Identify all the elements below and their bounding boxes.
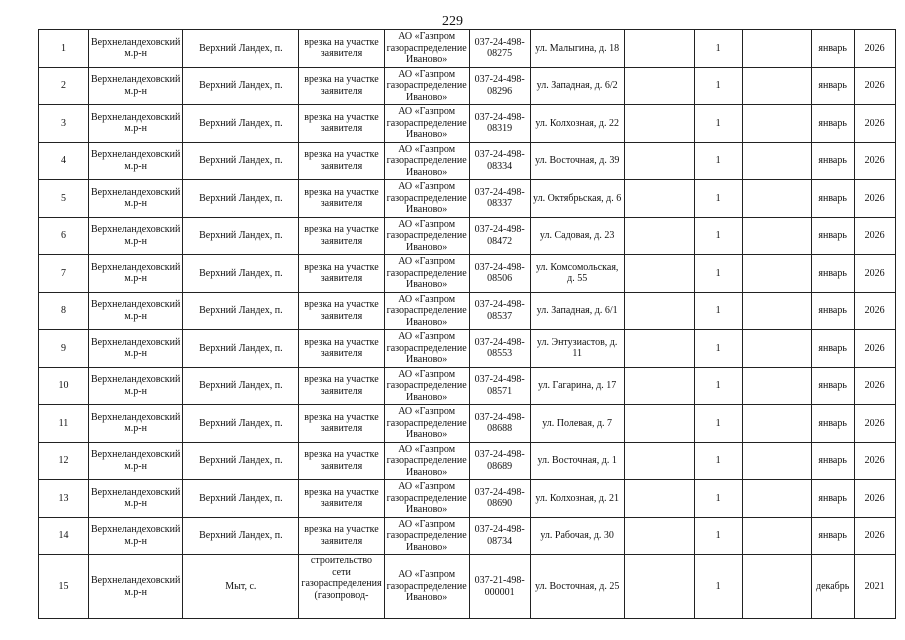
row-number-cell: 9 bbox=[39, 330, 89, 368]
work-type-cell: врезка на участке заявителя bbox=[299, 180, 384, 218]
work-type-cell: врезка на участке заявителя bbox=[299, 217, 384, 255]
row-number-cell: 3 bbox=[39, 105, 89, 143]
row-number-cell: 1 bbox=[39, 30, 89, 68]
object-code-cell: 037-24-498-08689 bbox=[469, 442, 530, 480]
district-cell: Верхнеландеховский м.р-н bbox=[89, 217, 183, 255]
object-code-cell: 037-24-498-08553 bbox=[469, 330, 530, 368]
work-type-cell: врезка на участке заявителя bbox=[299, 105, 384, 143]
address-cell: ул. Октябрьская, д. 6 bbox=[530, 180, 624, 218]
organization-cell: АО «Газпром газораспределение Иваново» bbox=[384, 442, 469, 480]
locality-cell: Верхний Ландех, п. bbox=[183, 67, 299, 105]
locality-cell: Верхний Ландех, п. bbox=[183, 517, 299, 555]
empty-cell bbox=[742, 442, 811, 480]
work-type-cell: врезка на участке заявителя bbox=[299, 405, 384, 443]
row-number-cell: 5 bbox=[39, 180, 89, 218]
empty-cell bbox=[624, 30, 694, 68]
row-number-cell: 7 bbox=[39, 255, 89, 293]
quantity-cell: 1 bbox=[694, 367, 742, 405]
month-cell: январь bbox=[811, 405, 854, 443]
empty-cell bbox=[742, 180, 811, 218]
quantity-cell: 1 bbox=[694, 442, 742, 480]
year-cell: 2026 bbox=[854, 367, 895, 405]
row-number-cell: 6 bbox=[39, 217, 89, 255]
month-cell: январь bbox=[811, 517, 854, 555]
year-cell: 2021 bbox=[854, 555, 895, 619]
empty-cell bbox=[624, 292, 694, 330]
row-number-cell: 12 bbox=[39, 442, 89, 480]
locality-cell: Верхний Ландех, п. bbox=[183, 255, 299, 293]
locality-cell: Мыт, с. bbox=[183, 555, 299, 619]
locality-cell: Верхний Ландех, п. bbox=[183, 480, 299, 518]
address-cell: ул. Колхозная, д. 21 bbox=[530, 480, 624, 518]
month-cell: январь bbox=[811, 142, 854, 180]
month-cell: январь bbox=[811, 292, 854, 330]
district-cell: Верхнеландеховский м.р-н bbox=[89, 105, 183, 143]
quantity-cell: 1 bbox=[694, 255, 742, 293]
year-cell: 2026 bbox=[854, 292, 895, 330]
empty-cell bbox=[624, 480, 694, 518]
work-type-cell: врезка на участке заявителя bbox=[299, 255, 384, 293]
row-number-cell: 2 bbox=[39, 67, 89, 105]
table-row bbox=[39, 480, 896, 518]
quantity-cell: 1 bbox=[694, 67, 742, 105]
work-type-cell: врезка на участке заявителя bbox=[299, 367, 384, 405]
empty-cell bbox=[624, 67, 694, 105]
address-cell: ул. Восточная, д. 1 bbox=[530, 442, 624, 480]
row-number-cell: 13 bbox=[39, 480, 89, 518]
year-cell: 2026 bbox=[854, 105, 895, 143]
district-cell: Верхнеландеховский м.р-н bbox=[89, 367, 183, 405]
month-cell: январь bbox=[811, 330, 854, 368]
month-cell: январь bbox=[811, 217, 854, 255]
empty-cell bbox=[742, 367, 811, 405]
empty-cell bbox=[624, 555, 694, 619]
organization-cell: АО «Газпром газораспределение Иваново» bbox=[384, 480, 469, 518]
quantity-cell: 1 bbox=[694, 480, 742, 518]
district-cell: Верхнеландеховский м.р-н bbox=[89, 67, 183, 105]
table-row bbox=[39, 180, 896, 218]
table-body bbox=[39, 30, 896, 619]
year-cell: 2026 bbox=[854, 180, 895, 218]
quantity-cell: 1 bbox=[694, 517, 742, 555]
organization-cell: АО «Газпром газораспределение Иваново» bbox=[384, 180, 469, 218]
object-code-cell: 037-24-498-08337 bbox=[469, 180, 530, 218]
empty-cell bbox=[624, 180, 694, 218]
year-cell: 2026 bbox=[854, 30, 895, 68]
year-cell: 2026 bbox=[854, 330, 895, 368]
locality-cell: Верхний Ландех, п. bbox=[183, 217, 299, 255]
table-row bbox=[39, 555, 896, 619]
work-type-cell: врезка на участке заявителя bbox=[299, 517, 384, 555]
locality-cell: Верхний Ландех, п. bbox=[183, 142, 299, 180]
object-code-cell: 037-21-498-000001 bbox=[469, 555, 530, 619]
empty-cell bbox=[624, 405, 694, 443]
address-cell: ул. Комсомольская, д. 55 bbox=[530, 255, 624, 293]
address-cell: ул. Колхозная, д. 22 bbox=[530, 105, 624, 143]
district-cell: Верхнеландеховский м.р-н bbox=[89, 180, 183, 218]
organization-cell: АО «Газпром газораспределение Иваново» bbox=[384, 142, 469, 180]
district-cell: Верхнеландеховский м.р-н bbox=[89, 330, 183, 368]
row-number-cell: 4 bbox=[39, 142, 89, 180]
organization-cell: АО «Газпром газораспределение Иваново» bbox=[384, 255, 469, 293]
row-number-cell: 8 bbox=[39, 292, 89, 330]
work-type-cell: врезка на участке заявителя bbox=[299, 292, 384, 330]
table-row bbox=[39, 367, 896, 405]
table-row bbox=[39, 67, 896, 105]
object-code-cell: 037-24-498-08688 bbox=[469, 405, 530, 443]
empty-cell bbox=[742, 105, 811, 143]
empty-cell bbox=[624, 517, 694, 555]
quantity-cell: 1 bbox=[694, 405, 742, 443]
month-cell: январь bbox=[811, 67, 854, 105]
district-cell: Верхнеландеховский м.р-н bbox=[89, 405, 183, 443]
empty-cell bbox=[742, 292, 811, 330]
organization-cell: АО «Газпром газораспределение Иваново» bbox=[384, 555, 469, 619]
year-cell: 2026 bbox=[854, 255, 895, 293]
locality-cell: Верхний Ландех, п. bbox=[183, 405, 299, 443]
object-code-cell: 037-24-498-08334 bbox=[469, 142, 530, 180]
month-cell: январь bbox=[811, 480, 854, 518]
locality-cell: Верхний Ландех, п. bbox=[183, 105, 299, 143]
quantity-cell: 1 bbox=[694, 180, 742, 218]
quantity-cell: 1 bbox=[694, 330, 742, 368]
quantity-cell: 1 bbox=[694, 30, 742, 68]
district-cell: Верхнеландеховский м.р-н bbox=[89, 517, 183, 555]
empty-cell bbox=[742, 67, 811, 105]
address-cell: ул. Восточная, д. 25 bbox=[530, 555, 624, 619]
table-row bbox=[39, 292, 896, 330]
district-cell: Верхнеландеховский м.р-н bbox=[89, 480, 183, 518]
gas-connection-table bbox=[38, 29, 896, 619]
district-cell: Верхнеландеховский м.р-н bbox=[89, 442, 183, 480]
address-cell: ул. Полевая, д. 7 bbox=[530, 405, 624, 443]
address-cell: ул. Садовая, д. 23 bbox=[530, 217, 624, 255]
organization-cell: АО «Газпром газораспределение Иваново» bbox=[384, 217, 469, 255]
table-row bbox=[39, 330, 896, 368]
year-cell: 2026 bbox=[854, 442, 895, 480]
page-number: 229 bbox=[442, 14, 463, 29]
work-type-cell: врезка на участке заявителя bbox=[299, 67, 384, 105]
year-cell: 2026 bbox=[854, 67, 895, 105]
organization-cell: АО «Газпром газораспределение Иваново» bbox=[384, 405, 469, 443]
year-cell: 2026 bbox=[854, 217, 895, 255]
table-row bbox=[39, 255, 896, 293]
locality-cell: Верхний Ландех, п. bbox=[183, 367, 299, 405]
organization-cell: АО «Газпром газораспределение Иваново» bbox=[384, 30, 469, 68]
locality-cell: Верхний Ландех, п. bbox=[183, 442, 299, 480]
empty-cell bbox=[742, 330, 811, 368]
quantity-cell: 1 bbox=[694, 105, 742, 143]
address-cell: ул. Малыгина, д. 18 bbox=[530, 30, 624, 68]
object-code-cell: 037-24-498-08296 bbox=[469, 67, 530, 105]
empty-cell bbox=[742, 555, 811, 619]
address-cell: ул. Энтузиастов, д. 11 bbox=[530, 330, 624, 368]
month-cell: январь bbox=[811, 180, 854, 218]
object-code-cell: 037-24-498-08506 bbox=[469, 255, 530, 293]
month-cell: декабрь bbox=[811, 555, 854, 619]
address-cell: ул. Западная, д. 6/2 bbox=[530, 67, 624, 105]
district-cell: Верхнеландеховский м.р-н bbox=[89, 142, 183, 180]
object-code-cell: 037-24-498-08537 bbox=[469, 292, 530, 330]
work-type-cell: врезка на участке заявителя bbox=[299, 330, 384, 368]
empty-cell bbox=[624, 217, 694, 255]
year-cell: 2026 bbox=[854, 405, 895, 443]
work-type-cell: врезка на участке заявителя bbox=[299, 480, 384, 518]
object-code-cell: 037-24-498-08734 bbox=[469, 517, 530, 555]
empty-cell bbox=[742, 405, 811, 443]
table-row bbox=[39, 30, 896, 68]
district-cell: Верхнеландеховский м.р-н bbox=[89, 555, 183, 619]
organization-cell: АО «Газпром газораспределение Иваново» bbox=[384, 67, 469, 105]
work-type-cell: врезка на участке заявителя bbox=[299, 142, 384, 180]
year-cell: 2026 bbox=[854, 480, 895, 518]
district-cell: Верхнеландеховский м.р-н bbox=[89, 255, 183, 293]
table-row bbox=[39, 142, 896, 180]
table-row bbox=[39, 217, 896, 255]
organization-cell: АО «Газпром газораспределение Иваново» bbox=[384, 330, 469, 368]
locality-cell: Верхний Ландех, п. bbox=[183, 330, 299, 368]
empty-cell bbox=[742, 517, 811, 555]
table-row bbox=[39, 517, 896, 555]
month-cell: январь bbox=[811, 105, 854, 143]
quantity-cell: 1 bbox=[694, 292, 742, 330]
work-type-cell: строительство сети газораспределения (газопровод- bbox=[299, 555, 384, 619]
table-row bbox=[39, 105, 896, 143]
table-row bbox=[39, 405, 896, 443]
month-cell: январь bbox=[811, 30, 854, 68]
object-code-cell: 037-24-498-08690 bbox=[469, 480, 530, 518]
quantity-cell: 1 bbox=[694, 142, 742, 180]
organization-cell: АО «Газпром газораспределение Иваново» bbox=[384, 517, 469, 555]
empty-cell bbox=[624, 442, 694, 480]
organization-cell: АО «Газпром газораспределение Иваново» bbox=[384, 292, 469, 330]
object-code-cell: 037-24-498-08275 bbox=[469, 30, 530, 68]
empty-cell bbox=[624, 142, 694, 180]
object-code-cell: 037-24-498-08319 bbox=[469, 105, 530, 143]
empty-cell bbox=[624, 367, 694, 405]
row-number-cell: 10 bbox=[39, 367, 89, 405]
locality-cell: Верхний Ландех, п. bbox=[183, 30, 299, 68]
locality-cell: Верхний Ландех, п. bbox=[183, 292, 299, 330]
empty-cell bbox=[624, 330, 694, 368]
empty-cell bbox=[742, 255, 811, 293]
empty-cell bbox=[742, 480, 811, 518]
table-row bbox=[39, 442, 896, 480]
address-cell: ул. Западная, д. 6/1 bbox=[530, 292, 624, 330]
address-cell: ул. Гагарина, д. 17 bbox=[530, 367, 624, 405]
month-cell: январь bbox=[811, 367, 854, 405]
row-number-cell: 14 bbox=[39, 517, 89, 555]
empty-cell bbox=[742, 217, 811, 255]
row-number-cell: 15 bbox=[39, 555, 89, 619]
organization-cell: АО «Газпром газораспределение Иваново» bbox=[384, 105, 469, 143]
empty-cell bbox=[624, 255, 694, 293]
address-cell: ул. Рабочая, д. 30 bbox=[530, 517, 624, 555]
quantity-cell: 1 bbox=[694, 217, 742, 255]
work-type-cell: врезка на участке заявителя bbox=[299, 442, 384, 480]
empty-cell bbox=[742, 142, 811, 180]
district-cell: Верхнеландеховский м.р-н bbox=[89, 292, 183, 330]
row-number-cell: 11 bbox=[39, 405, 89, 443]
work-type-cell: врезка на участке заявителя bbox=[299, 30, 384, 68]
empty-cell bbox=[624, 105, 694, 143]
year-cell: 2026 bbox=[854, 142, 895, 180]
month-cell: январь bbox=[811, 442, 854, 480]
empty-cell bbox=[742, 30, 811, 68]
object-code-cell: 037-24-498-08472 bbox=[469, 217, 530, 255]
organization-cell: АО «Газпром газораспределение Иваново» bbox=[384, 367, 469, 405]
quantity-cell: 1 bbox=[694, 555, 742, 619]
address-cell: ул. Восточная, д. 39 bbox=[530, 142, 624, 180]
month-cell: январь bbox=[811, 255, 854, 293]
object-code-cell: 037-24-498-08571 bbox=[469, 367, 530, 405]
locality-cell: Верхний Ландех, п. bbox=[183, 180, 299, 218]
district-cell: Верхнеландеховский м.р-н bbox=[89, 30, 183, 68]
year-cell: 2026 bbox=[854, 517, 895, 555]
